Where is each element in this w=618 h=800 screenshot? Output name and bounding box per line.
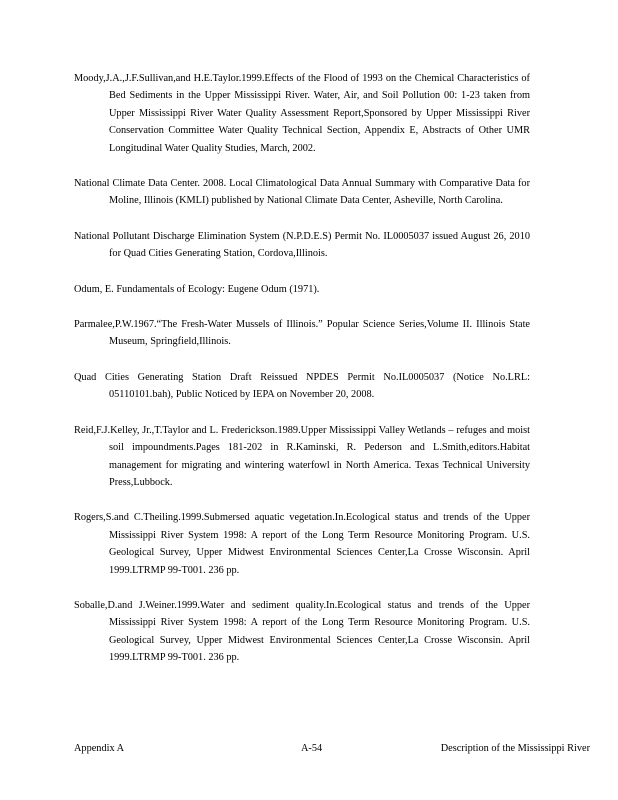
- footer-appendix-label: Appendix A: [74, 743, 125, 754]
- reference-soballe-1999: Soballe,D.and J.Weiner.1999.Water and sediment quality.In.Ecological status and trends of the Upper Mississippi River System 1998: A report of the Long Term Resource Monitoring Program. U.S. Geological Survey, Upper Midwest Environmental Sciences Center,La Crosse Wisconsin. April 1999.LTRMP 99-T001. 236 pp.: [74, 599, 530, 664]
- reference-moody-1999: Moody,J.A.,J.F.Sullivan,and H.E.Taylor.1999.Effects of the Flood of 1993 on the Chemical Characteristics of Bed Sediments in the Upper Mississippi River. Water, Air, and Soil Pollution 00: 1-23 taken from Upper Mississippi River Water Quality Assessment Report,Sponsored by Upper Mississippi River Conservation Committee Water Quality Technical Section, Appendix E, Abstracts of Other UMR Longitudinal Water Quality Studies, March, 2002.: [74, 73, 530, 154]
- page-footer: [74, 743, 590, 763]
- reference-rogers-1999: Rogers,S.and C.Theiling.1999.Submersed aquatic vegetation.In.Ecological status and trends of the Upper Mississippi River System 1998: A report of the Long Term Resource Monitoring Program. U.S. Geological Survey, Upper Midwest Environmental Sciences Center,La Crosse Wisconsin. April 1999.LTRMP 99-T001. 236 pp.: [74, 512, 530, 576]
- reference-parmalee-1967: Parmalee,P.W.1967.“The Fresh-Water Mussels of Illinois.” Popular Science Series,Volume II. Illinois State Museum, Springfield,Illinois.: [74, 319, 530, 348]
- reference-npdes-permit: National Pollutant Discharge Elimination System (N.P.D.E.S) Permit No. IL0005037 issued August 26, 2010 for Quad Cities Generating Station, Cordova,Illinois.: [74, 230, 530, 260]
- reference-quad-cities-draft: Quad Cities Generating Station Draft Reissued NPDES Permit No.IL0005037 (Notice No.LRL: 05110101.bah), Public Noticed by IEPA on November 20, 2008.: [74, 371, 530, 401]
- reference-reid-1989: Reid,F.J.Kelley, Jr.,T.Taylor and L. Frederickson.1989.Upper Mississippi Valley Wetlands – refuges and moist soil impoundments.Pages 181-202 in R.Kaminski, R. Pederson and L.Smith,editors.Habitat management for migrating and wintering waterfowl in North America. Texas Technical University Press,Lubbock.: [74, 424, 530, 488]
- footer-section-title: Description of the Mississippi River: [440, 743, 590, 754]
- footer-page-number: A-54: [301, 743, 323, 754]
- reference-list: [74, 70, 530, 685]
- reference-odum-1971: Odum, E. Fundamentals of Ecology: Eugene Odum (1971).: [74, 283, 320, 295]
- reference-ncdc-2008: National Climate Data Center. 2008. Local Climatological Data Annual Summary with Comparative Data for Moline, Illinois (KMLI) published by National Climate Data Center, Asheville, North Carolina.: [74, 178, 530, 207]
